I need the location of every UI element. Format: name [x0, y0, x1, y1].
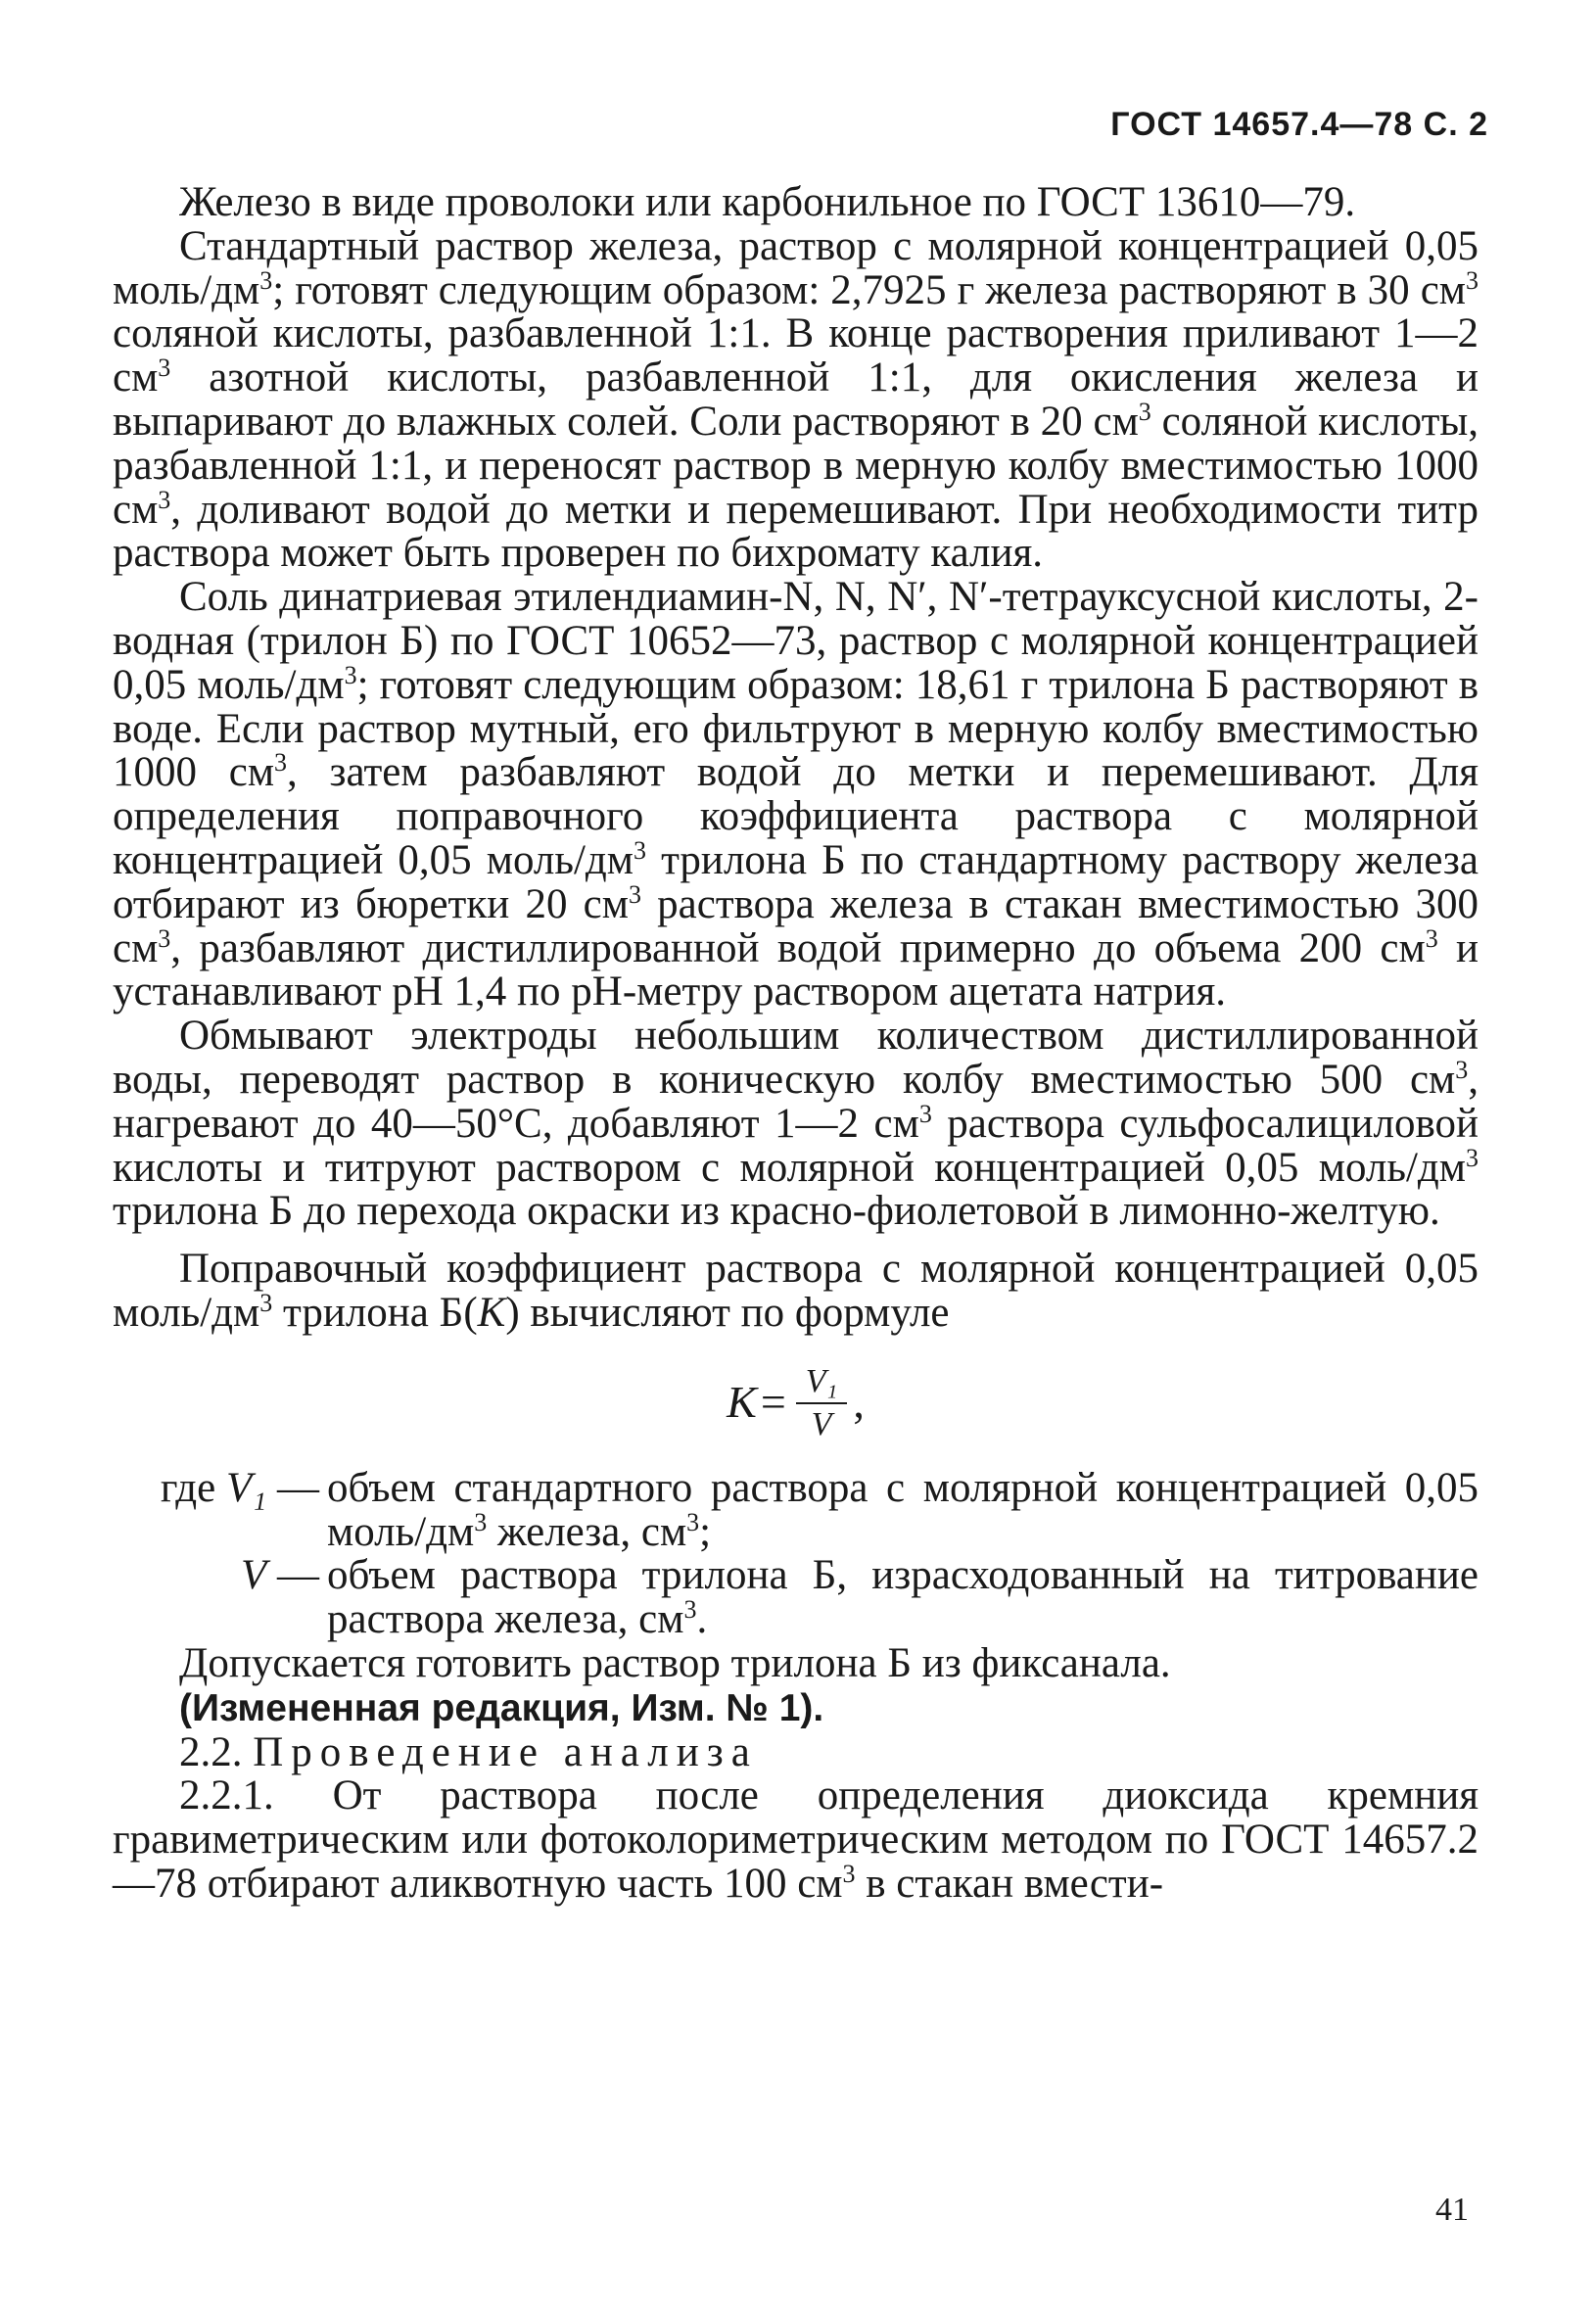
- formula-denominator: V: [811, 1405, 832, 1442]
- formula-k: [113, 1349, 1479, 1457]
- paragraph-2-2-1: 2.2.1. От раствора после определения диоксида кремния гравиметрическим или фотоколориметрическим методом по ГОСТ 14657.2—78 отбирают аликвотную часть 100 $см^3$ в стакан вмести-: [113, 1772, 1479, 1907]
- paragraph-correction-factor: Поправочный коэффициент раствора с молярной концентрацией 0,05 моль/$дм^3$ трилона Б(K) вычисляют по формуле: [113, 1246, 1479, 1336]
- paragraph-electrodes: Обмывают электроды небольшим количеством дистиллированной воды, переводят раствор в коническую колбу вместимостью 500 $см^3$, нагревают до 40—50°С, добавляют 1—2 $см^3$ раствора сульфосалициловой кислоты и титруют раствором с молярной концентрацией 0,05 моль/$дм^3$ трилона Б до перехода окраски из красно-фиолетовой в лимонно-желтую.: [113, 1013, 1479, 1235]
- document-body: [113, 181, 1479, 1907]
- formula-comma: ,: [853, 1377, 865, 1428]
- section-title: Проведение анализа: [253, 1728, 758, 1775]
- formula-equals: =: [760, 1377, 786, 1428]
- legend-row-v1: где V₁ — объем стандартного раствора с молярной концентрацией 0,05 моль/$дм^3$ железа, $см^3$;: [160, 1464, 1479, 1555]
- legend-row-v: V — объем раствора трилона Б, израсходованный на титрование раствора железа, $см^3$.: [240, 1552, 1479, 1643]
- paragraph-trilon: Соль динатриевая этилендиамин-N, N, N′, N′-тетрауксусной кислоты, 2-водная (трилон Б) по ГОСТ 10652—73, раствор с молярной концентрацией 0,05 моль/$дм^3$; готовят следующим образом: 18,61 г трилона Б растворяют в воде. Если раствор мутный, его фильтруют в мерную колбу вместимостью 1000 $см^3$, затем разбавляют водой до метки и перемешивают. Для определения поправочного коэффициента раствора с молярной концентрацией 0,05 моль/$дм^3$ трилона Б по стандартному раствору железа отбирают из бюретки 20 $см^3$ раствора железа в стакан вместимостью 300 $см^3$, разбавляют дистиллированной водой примерно до объема 200 $см^3$ и устанавливают pH 1,4 по pH-метру раствором ацетата натрия.: [113, 574, 1479, 1015]
- legend-symbol-v1: V₁: [226, 1464, 267, 1511]
- paragraph-amendment: (Измененная редакция, Изм. № 1).: [179, 1686, 824, 1729]
- page-header: ГОСТ 14657.4—78 С. 2: [1110, 106, 1488, 143]
- legend-symbol-v: V: [240, 1552, 267, 1599]
- formula-fraction: [796, 1361, 848, 1445]
- paragraph-iron-standard: Стандартный раствор железа, раствор с молярной концентрацией 0,05 моль/$дм^3$; готовят следующим образом: 2,7925 г железа растворяют в 30 $см^3$ соляной кислоты, разбавленной 1:1. В конце растворения приливают 1—2 $см^3$ азотной кислоты, разбавленной 1:1, для окисления железа и выпаривают до влажных солей. Соли растворяют в 20 $см^3$ соляной кислоты, разбавленной 1:1, и переносят раствор в мерную колбу вместимостью 1000 $см^3$, доливают водой до метки и перемешивают. При необходимости титр раствора может быть проверен по бихромату калия.: [113, 222, 1479, 577]
- paragraph-fixanal: Допускается готовить раствор трилона Б из фиксанала.: [179, 1639, 1171, 1686]
- formula-legend: [113, 1464, 1479, 1643]
- formula-numerator: V₁: [796, 1361, 848, 1404]
- formula-lhs: K: [727, 1377, 757, 1428]
- page-number: 41: [1435, 2192, 1469, 2228]
- paragraph-iron-wire: Железо в виде проволоки или карбонильное по ГОСТ 13610—79.: [179, 179, 1356, 225]
- section-heading-2-2: 2.2. Проведение анализа: [179, 1728, 758, 1775]
